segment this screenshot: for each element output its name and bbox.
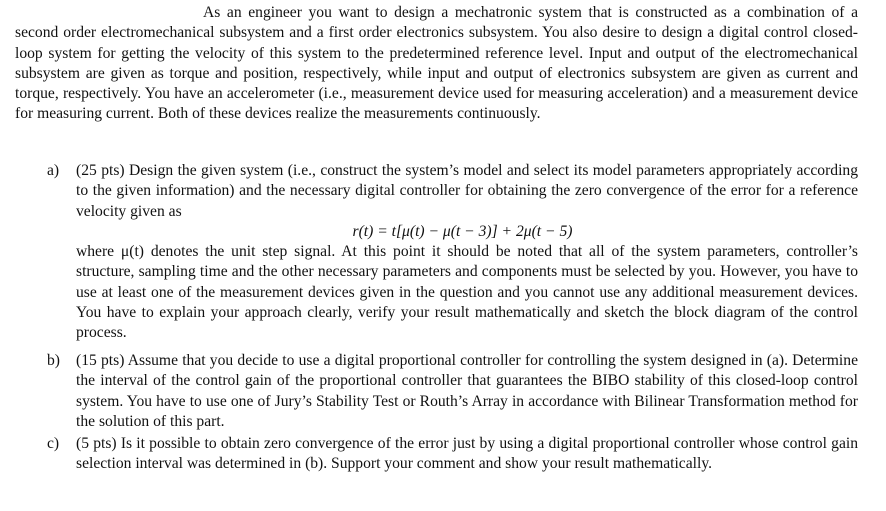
question-part-b [47,351,858,432]
part-b-text: (15 pts) Assume that you decide to use a digital proportional controller for controlling the system designed in (a). Determine the interval of the control gain of the proportional controller that guarantees the BIBO stability of this closed-loop control system. You have to use one of Jury’s Stability Test or Routh’s Array in accordance with Bilinear Transformation method for the solution of this part. [76,352,858,430]
problem-intro: As an engineer you want to design a mechatronic system that is constructed as a combination of a second order electromechanical subsystem and a first order electronics subsystem. You also desire to design a digital control closed-loop system for getting the velocity of this system to the predetermined reference level. Input and output of the electromechanical subsystem are given as torque and position, respectively, while input and output of electronics subsystem are given as current and torque, respectively. You have an accelerometer (i.e., measurement device used for measuring acceleration) and a measurement device for measuring current. Both of these devices realize the measurements continuously. [15,4,858,123]
part-label: c) [47,435,60,452]
part-label: a) [47,162,60,179]
question-part-c [47,434,858,475]
question-part-a [47,161,858,344]
part-c-text: (5 pts) Is it possible to obtain zero convergence of the error just by using a digital proportional controller whose control gain selection interval was determined in (b). Support your comment and show your result mathematically. [76,435,858,473]
part-label: b) [47,352,60,369]
part-a-text: (25 pts) Design the given system (i.e., construct the system’s model and select its model parameters appropriately according to the given information) and the necessary digital controller for obtaining the zero convergence of the error for a reference velocity given as [76,162,858,220]
part-a-text-continued: where μ(t) denotes the unit step signal. At this point it should be noted that all of the system parameters, controller’s structure, sampling time and the other necessary parameters and components must be selected by you. However, you have to use at least one of the measurement devices given in the question and you cannot use any additional measurement devices. You have to explain your approach clearly, verify your result mathematically and sketch the block diagram of the control process. [76,243,858,342]
reference-equation: r(t) = t[μ(t) − μ(t − 3)] + 2μ(t − 5) [352,222,573,240]
